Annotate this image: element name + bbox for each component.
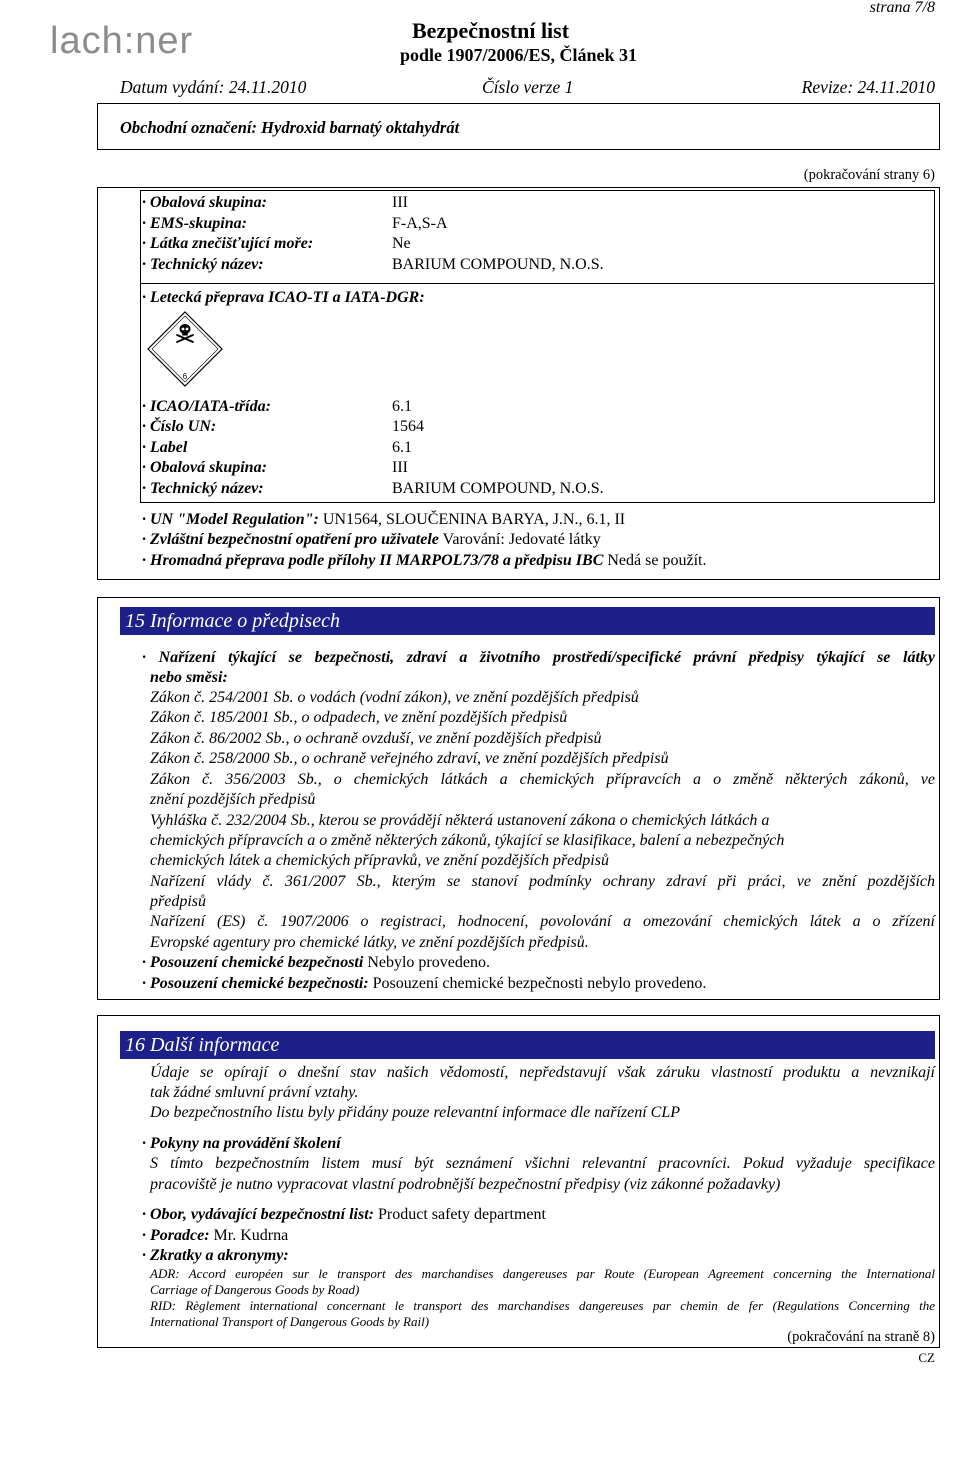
bulk-transport-label: · Hromadná přeprava podle přílohy II MARPOL73/78 a předpisu IBC (142, 552, 604, 569)
abbreviation-line: Carriage of Dangerous Goods by Road) (150, 1282, 360, 1297)
row-value: 1564 (392, 418, 424, 435)
sea-row-packing-group (142, 193, 935, 213)
department-value: Product safety department (377, 1206, 546, 1223)
row-label: · ICAO/IATA-třída: (142, 398, 271, 415)
abbreviations-label: · Zkratky a akronymy: (142, 1247, 289, 1264)
regulation-line: Vyhláška č. 232/2004 Sb., kterou se provádějí některá ustanovení zákona o chemických látkách a (150, 812, 770, 829)
regulation-line: Zákon č. 185/2001 Sb., o odpadech, ve znění pozdějších předpisů (150, 709, 568, 726)
air-row-packing-group (142, 458, 935, 478)
sea-row-technical-name (142, 255, 935, 275)
regulation-line: chemických přípravcích a o změně některých zákonů, týkající se klasifikace, balení a nebezpečných (150, 832, 785, 849)
advisor (142, 1226, 288, 1246)
row-label: · Technický název: (142, 480, 264, 497)
air-row-class (142, 397, 935, 417)
special-precautions-label: · Zvláštní bezpečnostní opatření pro uživatele (142, 531, 439, 548)
air-row-technical-name (142, 479, 935, 499)
bulk-transport-value: Nedá se použít. (607, 552, 707, 569)
regulation-line: Zákon č. 356/2003 Sb., o chemických látkách a chemických přípravcích a o změně některých zákonů, ve (150, 771, 935, 788)
abbreviation-line: RID: Règlement international concernant le transport des marchandises dangereuses par chemin de fer (Regulations Concerning the (150, 1298, 935, 1313)
regulation-line: Zákon č. 258/2000 Sb., o ochraně veřejného zdraví, ve znění pozdějších předpisů (150, 750, 669, 767)
trade-name: Obchodní označení: Hydroxid barnatý oktahydrát (120, 118, 460, 137)
transport-separator (140, 283, 935, 284)
section-16-title: 16 Další informace (125, 1034, 280, 1056)
intro-line: Údaje se opírají o dnešní stav našich vědomostí, nepředstavují však záruku vlastností produktu a nevznikají (150, 1064, 935, 1081)
row-value: Ne (392, 235, 411, 252)
assessment-label: · Posouzení chemické bezpečnosti (142, 954, 364, 971)
air-row-label (142, 438, 935, 458)
chemical-safety-assessment (142, 953, 490, 973)
version-number: Číslo verze 1 (482, 77, 574, 97)
row-label: · Label (142, 439, 188, 456)
special-precautions-value: Varování: Jedovaté látky (442, 531, 601, 548)
row-value: 6.1 (392, 398, 412, 415)
row-label: · Látka znečišťující moře: (142, 235, 314, 252)
regulations-label-line: · Nařízení týkající se bezpečnosti, zdraví a životního prostředí/specifické právní předpisy týkající se látky (142, 649, 935, 666)
continued-on-note: (pokračování na straně 8) (787, 1329, 935, 1345)
un-model-value: UN1564, SLOUČENINA BARYA, J.N., 6.1, II (322, 511, 626, 528)
company-logo: lach:ner (50, 20, 194, 62)
abbreviation-line: ADR: Accord européen sur le transport des marchandises dangereuses par Route (European Agreement concerning the International (150, 1266, 935, 1281)
un-model-label: · UN "Model Regulation": (142, 511, 319, 528)
regulation-line: předpisů (150, 893, 206, 910)
advisor-value: Mr. Kudrna (213, 1227, 289, 1244)
air-row-un-number (142, 417, 935, 437)
row-label: · Technický název: (142, 256, 264, 273)
regulation-line: znění pozdějších předpisů (150, 791, 316, 808)
special-precautions (142, 530, 601, 550)
revision-date: Revize: 24.11.2010 (801, 77, 935, 97)
assessment-value: Posouzení chemické bezpečnosti nebylo provedeno. (372, 975, 707, 992)
hazard-class-number: 6 (182, 372, 188, 381)
training-line: pracoviště je nutno vypracovat vlastní podrobnější bezpečnostní předpisy (viz zákonné požadavky) (150, 1176, 781, 1193)
continued-from-note: (pokračování strany 6) (803, 167, 935, 183)
language-code: CZ (918, 1350, 935, 1365)
training-line: S tímto bezpečnostním listem musí být seznámení všichni relevantní pracovníci. Pokud vyžaduje specifikace (150, 1155, 935, 1172)
regulation-line: Zákon č. 86/2002 Sb., o ochraně ovzduší, ve znění pozdějších předpisů (150, 730, 602, 747)
row-label: · Obalová skupina: (142, 459, 267, 476)
chemical-safety-assessment (142, 974, 706, 994)
issuing-department (142, 1205, 546, 1225)
regulation-line: Nařízení vlády č. 361/2007 Sb., kterým se stanoví podmínky ochrany zdraví při práci, ve znění pozdějších (150, 873, 935, 890)
document-subtitle: podle 1907/2006/ES, Článek 31 (400, 45, 638, 65)
regulation-line: chemických látek a chemických přípravků, ve znění pozdějších předpisů (150, 852, 609, 869)
row-value: BARIUM COMPOUND, N.O.S. (392, 480, 604, 497)
intro-line: tak žádné smluvní právní vztahy. (150, 1084, 359, 1101)
row-label: · EMS-skupina: (142, 215, 247, 232)
sea-row-marine-pollutant (142, 234, 935, 254)
bulk-transport (142, 551, 706, 571)
abbreviation-line: International Transport of Dangerous Goods by Rail) (150, 1314, 430, 1329)
row-label: · Číslo UN: (142, 418, 217, 435)
regulation-line: Zákon č. 254/2001 Sb. o vodách (vodní zákon), ve znění pozdějších předpisů (150, 689, 639, 706)
row-value: III (392, 194, 408, 211)
regulation-line: Nařízení (ES) č. 1907/2006 o registraci, hodnocení, povolování a omezování chemických látek a o zřízení (150, 913, 935, 930)
department-label: · Obor, vydávající bezpečnostní list: (142, 1206, 374, 1223)
regulation-line: Evropské agentury pro chemické látky, ve znění pozdějších předpisů. (150, 934, 589, 951)
regulations-label-line: nebo směsi: (150, 669, 228, 686)
issue-date: Datum vydání: 24.11.2010 (120, 77, 307, 97)
intro-line: Do bezpečnostního listu byly přidány pouze relevantní informace dle nařízení CLP (150, 1104, 680, 1121)
advisor-label: · Poradce: (142, 1227, 210, 1244)
air-transport-heading: · Letecká přeprava ICAO-TI a IATA-DGR: (142, 289, 425, 306)
assessment-value: Nebylo provedeno. (367, 954, 490, 971)
row-value: F-A,S-A (392, 215, 448, 232)
document-title: Bezpečnostní list (412, 18, 570, 43)
row-label: · Obalová skupina: (142, 194, 267, 211)
section-15-title: 15 Informace o předpisech (125, 610, 340, 632)
training-label: · Pokyny na provádění školení (142, 1135, 341, 1152)
toxic-hazard-label (145, 309, 225, 389)
row-value: III (392, 459, 408, 476)
un-model-regulation (142, 510, 625, 530)
sea-row-ems-group (142, 214, 935, 234)
page-number: strana 7/8 (869, 0, 935, 16)
assessment-label: · Posouzení chemické bezpečnosti: (142, 975, 369, 992)
row-value: 6.1 (392, 439, 412, 456)
row-value: BARIUM COMPOUND, N.O.S. (392, 256, 604, 273)
